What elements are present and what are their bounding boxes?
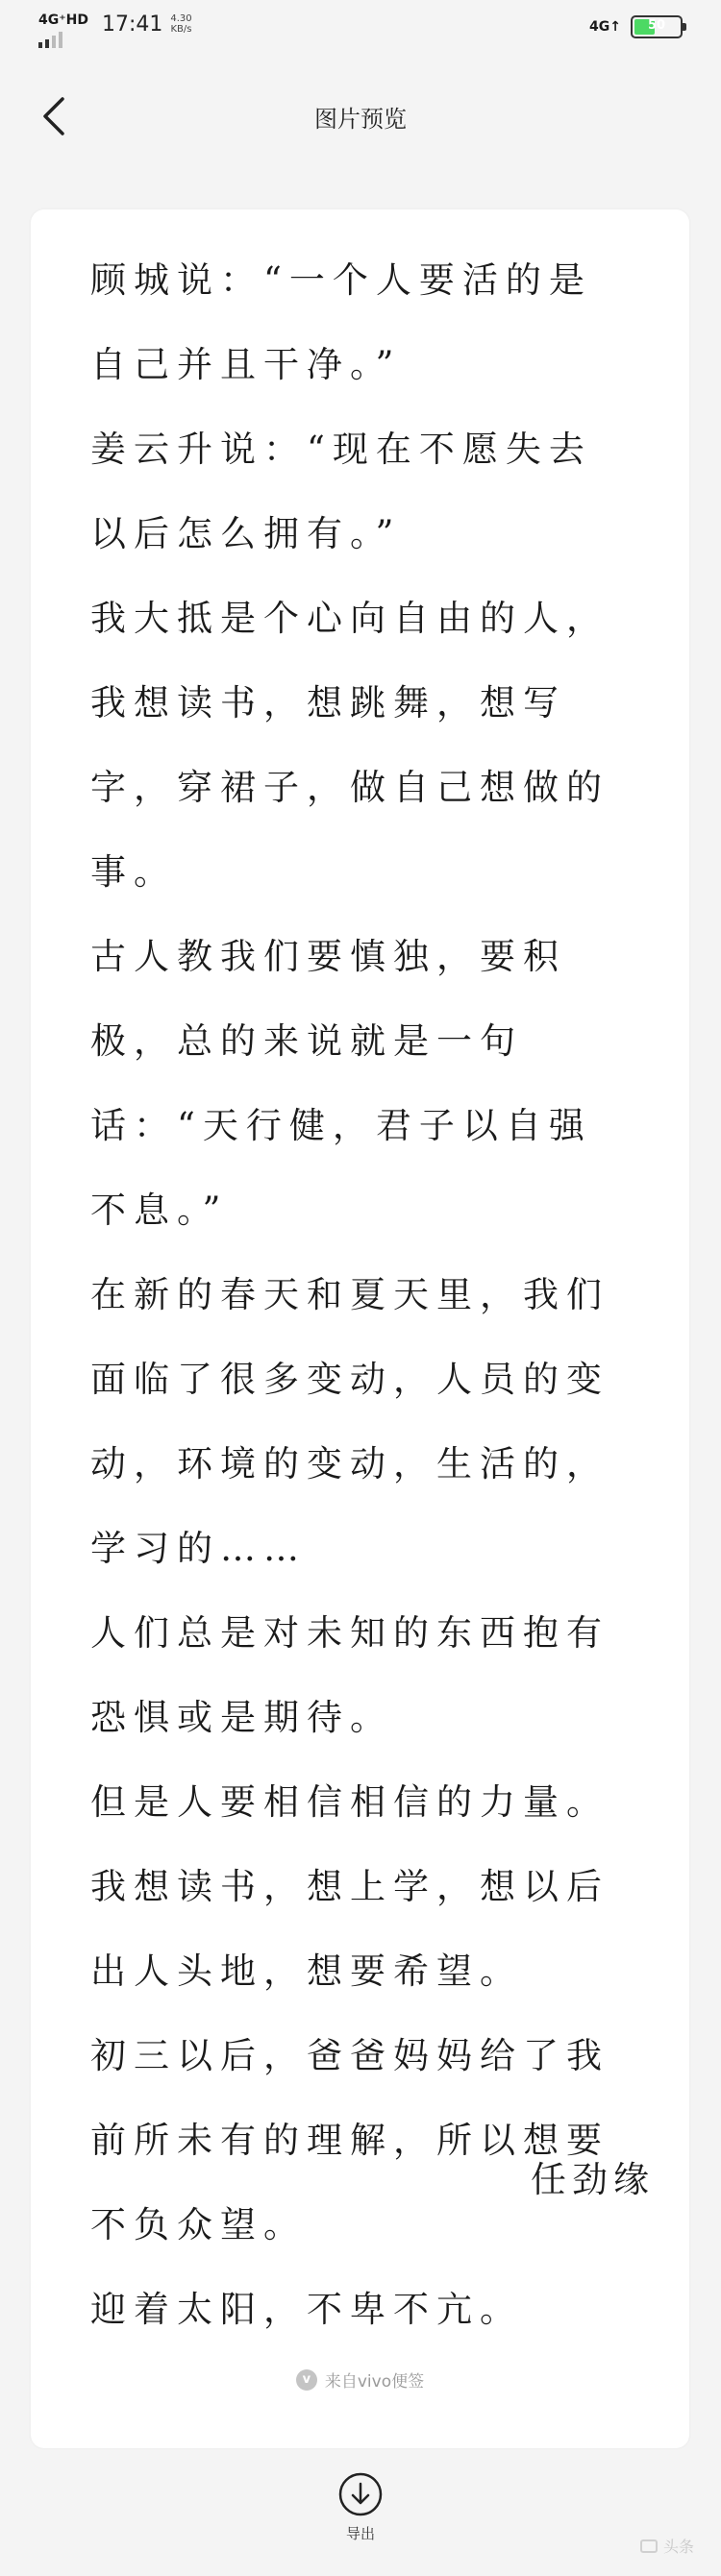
note-line: 我大抵是个心向自由的人， — [90, 598, 609, 639]
note-line: 顾城说：“一个人要活的是 — [90, 259, 592, 301]
source-footer — [31, 2367, 689, 2392]
note-line: 以后怎么拥有。” — [90, 513, 402, 554]
note-line: 在新的春天和夏天里，我们 — [90, 1274, 609, 1315]
page-title: 图片预览 — [314, 106, 407, 133]
speed-unit: KB/s — [170, 24, 192, 35]
network-indicator-right: 4G↑ — [589, 19, 621, 35]
note-line: 姜云升说：“现在不愿失去 — [90, 429, 592, 470]
note-line: 话：“天行健，君子以自强 — [90, 1105, 592, 1146]
status-bar — [0, 0, 721, 58]
status-time: 17:41 — [101, 12, 163, 37]
watermark-text: 头条 — [662, 2538, 694, 2556]
note-line: 事。 — [90, 851, 177, 893]
note-line: 出人头地，想要希望。 — [90, 1950, 523, 1992]
status-left — [38, 13, 192, 48]
note-line: 自己并且干净。” — [90, 344, 402, 385]
watermark — [640, 2535, 694, 2557]
note-text — [90, 238, 609, 2352]
note-line: 不息。” — [90, 1190, 229, 1231]
note-line: 我想读书，想跳舞，想写 — [90, 682, 566, 724]
download-circle-icon — [337, 2471, 384, 2517]
source-label: 来自vivo便签 — [324, 2372, 425, 2392]
speed-value: 4.30 — [170, 13, 192, 24]
note-line: 面临了很多变动，人员的变 — [90, 1359, 609, 1400]
nav-bar — [0, 58, 721, 173]
battery-icon — [631, 15, 683, 38]
note-line: 我想读书，想上学，想以后 — [90, 1866, 609, 1907]
note-line: 不负众望。 — [90, 2204, 307, 2245]
note-line: 恐惧或是期待。 — [90, 1697, 393, 1738]
note-line: 字，穿裙子，做自己想做的 — [90, 767, 609, 808]
network-indicator: 4G⁺HD — [38, 12, 88, 28]
note-line: 人们总是对未知的东西抱有 — [90, 1612, 609, 1654]
vivo-icon: v — [296, 2369, 317, 2391]
network-speed — [170, 13, 191, 35]
battery-text: 50 — [647, 18, 666, 33]
note-line: 但是人要相信相信的力量。 — [90, 1781, 609, 1823]
note-line: 学习的…… — [90, 1528, 307, 1569]
note-line: 初三以后，爸爸妈妈给了我 — [90, 2035, 609, 2076]
note-line: 动，环境的变动，生活的， — [90, 1443, 609, 1484]
status-right — [589, 15, 683, 38]
signal-icon — [38, 31, 88, 48]
watermark-icon — [640, 2539, 658, 2553]
note-line: 古人教我们要慎独，要积 — [90, 936, 566, 977]
note-signature: 任劲缘 — [531, 2159, 655, 2200]
export-button[interactable] — [322, 2471, 399, 2567]
note-line: 前所未有的理解，所以想要 — [90, 2120, 609, 2161]
export-label: 导出 — [345, 2525, 375, 2542]
note-line: 极，总的来说就是一句 — [90, 1020, 523, 1062]
note-preview — [31, 209, 689, 2448]
note-line: 迎着太阳，不卑不亢。 — [90, 2289, 523, 2330]
